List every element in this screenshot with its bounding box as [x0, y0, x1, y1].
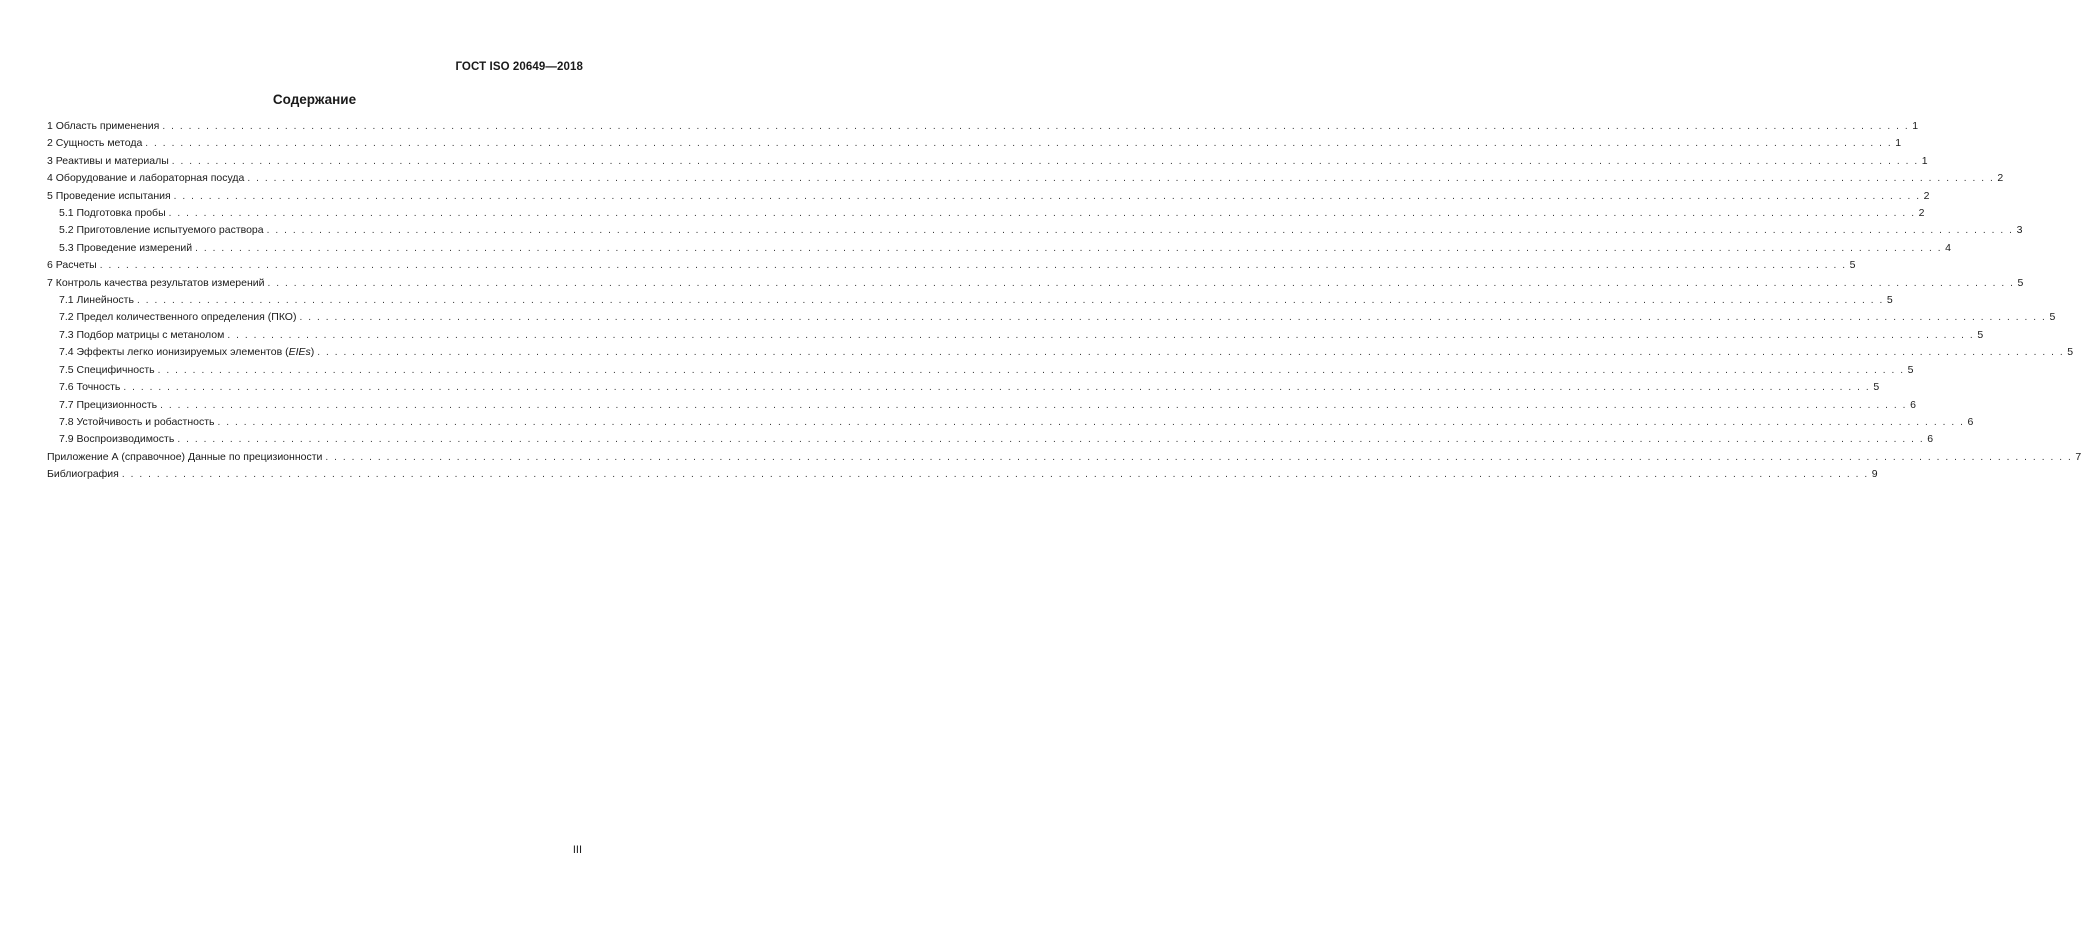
toc-entry[interactable] [47, 414, 1974, 431]
toc-entry-text: 7.7 Прецизионность [59, 398, 158, 411]
toc-entry-label [47, 170, 247, 186]
toc-dot-leader: . . . . . . . . . . . . . . . . . . . . . . . . . . . . . . . . . . . . . . . . . . . . . . . . . . . . . . . . . . . . . . . . . . . . . . . . . . . . . . . . . . . . . . . . . . . . . . . . . . . . . . . . . . . . . . . . . . . . . . . . . . . . . . . . . . . . . . . . . . . . . . . . . . . . . . . . . . . . . . . . . . . . . . . . . . . . . . . . . . . . . . . . . . . . . . . . . . . . . . . . [157, 364, 1905, 376]
toc-title: Содержание [272, 92, 357, 107]
toc-entry-label [59, 344, 317, 360]
toc-entry-label [59, 205, 169, 221]
toc-entry-label [59, 431, 177, 447]
toc-entry-label [47, 466, 122, 482]
toc-entry-text: 7.4 Эффекты легко ионизируемых элементов ( [59, 346, 289, 359]
toc-entry-label [59, 327, 227, 343]
toc-entry-page: 6 [1967, 415, 1974, 428]
toc-entry-page: 5 [1873, 381, 1880, 394]
toc-entry-page: 9 [1871, 468, 1878, 481]
toc-entry-page: 6 [1910, 398, 1916, 411]
toc-entry-text: 5.3 Проведение измерений [59, 241, 193, 254]
toc-entry-label [47, 188, 174, 204]
toc-entry-page: 5 [2049, 311, 2056, 324]
toc-entry-text: 3 Реактивы и материалы [47, 154, 169, 167]
toc-entry-label [59, 222, 267, 238]
toc-entry-page: 5 [2017, 276, 2024, 289]
toc-dot-leader: . . . . . . . . . . . . . . . . . . . . . . . . . . . . . . . . . . . . . . . . . . . . . . . . . . . . . . . . . . . . . . . . . . . . . . . . . . . . . . . . . . . . . . . . . . . . . . . . . . . . . . . . . . . . . . . . . . . . . . . . . . . . . . . . . . . . . . . . . . . . . . . . . . . . . . . . . . . . . . . . . . . . . . . . . . . . . . . . . . . . . . . . . . . . . . . . . . . . . . . . [325, 451, 2073, 463]
toc-dot-leader: . . . . . . . . . . . . . . . . . . . . . . . . . . . . . . . . . . . . . . . . . . . . . . . . . . . . . . . . . . . . . . . . . . . . . . . . . . . . . . . . . . . . . . . . . . . . . . . . . . . . . . . . . . . . . . . . . . . . . . . . . . . . . . . . . . . . . . . . . . . . . . . . . . . . . . . . . . . . . . . . . . . . . . . . . . . . . . . . . . . . . . . . . . . . . . . . . . . . . . . . [171, 155, 1919, 167]
toc-dot-leader: . . . . . . . . . . . . . . . . . . . . . . . . . . . . . . . . . . . . . . . . . . . . . . . . . . . . . . . . . . . . . . . . . . . . . . . . . . . . . . . . . . . . . . . . . . . . . . . . . . . . . . . . . . . . . . . . . . . . . . . . . . . . . . . . . . . . . . . . . . . . . . . . . . . . . . . . . . . . . . . . . . . . . . . . . . . . . . . . . . . . . . . . . . . . . . . . . . . . . . . . [123, 382, 1871, 394]
document-code: ГОСТ ISO 20649—2018 [455, 61, 583, 73]
page-number: III [572, 844, 582, 856]
toc-dot-leader: . . . . . . . . . . . . . . . . . . . . . . . . . . . . . . . . . . . . . . . . . . . . . . . . . . . . . . . . . . . . . . . . . . . . . . . . . . . . . . . . . . . . . . . . . . . . . . . . . . . . . . . . . . . . . . . . . . . . . . . . . . . . . . . . . . . . . . . . . . . . . . . . . . . . . . . . . . . . . . . . . . . . . . . . . . . . . . . . . . . . . . . . . . . . . . . . . . . . . . . . [160, 399, 1908, 411]
toc-entry[interactable] [47, 240, 1951, 257]
toc-entry[interactable] [47, 344, 2074, 361]
toc-entry[interactable] [47, 135, 1902, 152]
toc-entry[interactable] [47, 222, 2023, 239]
toc-entry-text: 7.2 Предел количественного определения (ПКО) [59, 311, 297, 324]
toc-entry-text: 7.6 Точность [59, 381, 121, 394]
toc-entry-page: 3 [2016, 224, 2023, 237]
toc-entry[interactable] [47, 309, 2056, 326]
toc-entry-page: 5 [1907, 363, 1914, 376]
toc-entry-label [59, 309, 299, 325]
toc-entry-text: 7.1 Линейность [59, 294, 134, 307]
toc-entry-text: 5 Проведение испытания [47, 189, 171, 202]
toc-dot-leader: . . . . . . . . . . . . . . . . . . . . . . . . . . . . . . . . . . . . . . . . . . . . . . . . . . . . . . . . . . . . . . . . . . . . . . . . . . . . . . . . . . . . . . . . . . . . . . . . . . . . . . . . . . . . . . . . . . . . . . . . . . . . . . . . . . . . . . . . . . . . . . . . . . . . . . . . . . . . . . . . . . . . . . . . . . . . . . . . . . . . . . . . . . . . . . . . . . . . . . . . [299, 312, 2047, 324]
toc-entry[interactable] [47, 118, 1919, 135]
toc-entry-page: 5 [1849, 259, 1856, 272]
table-of-contents [47, 118, 2081, 484]
toc-entry-text: 1 Область применения [47, 120, 160, 132]
toc-entry[interactable] [47, 449, 2081, 466]
toc-entry[interactable] [47, 292, 1893, 309]
toc-dot-leader: . . . . . . . . . . . . . . . . . . . . . . . . . . . . . . . . . . . . . . . . . . . . . . . . . . . . . . . . . . . . . . . . . . . . . . . . . . . . . . . . . . . . . . . . . . . . . . . . . . . . . . . . . . . . . . . . . . . . . . . . . . . . . . . . . . . . . . . . . . . . . . . . . . . . . . . . . . . . . . . . . . . . . . . . . . . . . . . . . . . . . . . . . . . . . . . . . . . . . . . . [266, 225, 2014, 237]
toc-entry-page: 2 [1923, 189, 1930, 202]
toc-entry-label [59, 240, 195, 256]
toc-dot-leader: . . . . . . . . . . . . . . . . . . . . . . . . . . . . . . . . . . . . . . . . . . . . . . . . . . . . . . . . . . . . . . . . . . . . . . . . . . . . . . . . . . . . . . . . . . . . . . . . . . . . . . . . . . . . . . . . . . . . . . . . . . . . . . . . . . . . . . . . . . . . . . . . . . . . . . . . . . . . . . . . . . . . . . . . . . . . . . . . . . . . . . . . . . . . . . . . . . . . . . . . [227, 329, 1975, 341]
toc-entry-text: 2 Сущность метода [47, 137, 143, 150]
toc-dot-leader: . . . . . . . . . . . . . . . . . . . . . . . . . . . . . . . . . . . . . . . . . . . . . . . . . . . . . . . . . . . . . . . . . . . . . . . . . . . . . . . . . . . . . . . . . . . . . . . . . . . . . . . . . . . . . . . . . . . . . . . . . . . . . . . . . . . . . . . . . . . . . . . . . . . . . . . . . . . . . . . . . . . . . . . . . . . . . . . . . . . . . . . . . . . . . . . . . . . . . . . . [177, 434, 1925, 446]
toc-entry-label [59, 362, 158, 378]
toc-entry-page: 1 [1912, 120, 1919, 132]
toc-entry-page: 5 [1977, 328, 1984, 341]
toc-entry-text: 7 Контроль качества результатов измерений [47, 276, 265, 289]
toc-entry-label [47, 257, 100, 273]
toc-entry-label [59, 292, 137, 308]
toc-entry-text: 7.9 Воспроизводимость [59, 433, 175, 446]
toc-entry-text: Приложение А (справочное) Данные по прецизионности [47, 450, 323, 463]
toc-entry[interactable] [47, 397, 1916, 414]
toc-entry[interactable] [47, 431, 1934, 448]
toc-entry-label [59, 414, 218, 430]
toc-entry-page: 6 [1927, 433, 1934, 446]
toc-entry[interactable] [47, 205, 1925, 222]
toc-dot-leader: . . . . . . . . . . . . . . . . . . . . . . . . . . . . . . . . . . . . . . . . . . . . . . . . . . . . . . . . . . . . . . . . . . . . . . . . . . . . . . . . . . . . . . . . . . . . . . . . . . . . . . . . . . . . . . . . . . . . . . . . . . . . . . . . . . . . . . . . . . . . . . . . . . . . . . . . . . . . . . . . . . . . . . . . . . . . . . . . . . . . . . . . . . . . . . . . . . . . . . . . [317, 347, 2065, 359]
toc-entry-text: Библиография [47, 468, 119, 481]
toc-entry[interactable] [47, 327, 1984, 344]
toc-entry[interactable] [47, 466, 1878, 483]
toc-entry-label [47, 153, 172, 169]
toc-entry[interactable] [47, 257, 1856, 274]
toc-entry-page: 2 [1918, 207, 1925, 220]
toc-dot-leader: . . . . . . . . . . . . . . . . . . . . . . . . . . . . . . . . . . . . . . . . . . . . . . . . . . . . . . . . . . . . . . . . . . . . . . . . . . . . . . . . . . . . . . . . . . . . . . . . . . . . . . . . . . . . . . . . . . . . . . . . . . . . . . . . . . . . . . . . . . . . . . . . . . . . . . . . . . . . . . . . . . . . . . . . . . . . . . . . . . . . . . . . . . . . . . . . . . . . . . . . [168, 208, 1916, 220]
toc-dot-leader: . . . . . . . . . . . . . . . . . . . . . . . . . . . . . . . . . . . . . . . . . . . . . . . . . . . . . . . . . . . . . . . . . . . . . . . . . . . . . . . . . . . . . . . . . . . . . . . . . . . . . . . . . . . . . . . . . . . . . . . . . . . . . . . . . . . . . . . . . . . . . . . . . . . . . . . . . . . . . . . . . . . . . . . . . . . . . . . . . . . . . . . . . . . . . . . . . . . . . . . . [247, 173, 1995, 185]
toc-entry-page: 5 [1886, 294, 1893, 307]
toc-entry[interactable] [47, 362, 1914, 379]
toc-entry-text: 7.3 Подбор матрицы с метанолом [59, 328, 225, 341]
toc-entry-text: 4 Оборудование и лабораторная посуда [47, 172, 245, 185]
toc-entry-text: 7.5 Специфичность [59, 363, 155, 376]
toc-entry-page: 5 [2067, 346, 2074, 359]
toc-entry[interactable] [47, 379, 1880, 396]
toc-entry[interactable] [47, 153, 1928, 170]
toc-entry[interactable] [47, 188, 1930, 205]
toc-entry-label [47, 275, 268, 291]
toc-entry-page: 1 [1895, 137, 1902, 150]
toc-entry-page: 2 [1997, 172, 2004, 185]
toc-dot-leader: . . . . . . . . . . . . . . . . . . . . . . . . . . . . . . . . . . . . . . . . . . . . . . . . . . . . . . . . . . . . . . . . . . . . . . . . . . . . . . . . . . . . . . . . . . . . . . . . . . . . . . . . . . . . . . . . . . . . . . . . . . . . . . . . . . . . . . . . . . . . . . . . . . . . . . . . . . . . . . . . . . . . . . . . . . . . . . . . . . . . . . . . . . . . . . . . . . . . . . . . [217, 416, 1965, 428]
toc-dot-leader: . . . . . . . . . . . . . . . . . . . . . . . . . . . . . . . . . . . . . . . . . . . . . . . . . . . . . . . . . . . . . . . . . . . . . . . . . . . . . . . . . . . . . . . . . . . . . . . . . . . . . . . . . . . . . . . . . . . . . . . . . . . . . . . . . . . . . . . . . . . . . . . . . . . . . . . . . . . . . . . . . . . . . . . . . . . . . . . . . . . . . . . . . . . . . . . . . . . . . . . . [99, 260, 1847, 272]
toc-entry-text: 5.1 Подготовка пробы [59, 207, 166, 220]
toc-entry-label [47, 118, 162, 134]
toc-dot-leader: . . . . . . . . . . . . . . . . . . . . . . . . . . . . . . . . . . . . . . . . . . . . . . . . . . . . . . . . . . . . . . . . . . . . . . . . . . . . . . . . . . . . . . . . . . . . . . . . . . . . . . . . . . . . . . . . . . . . . . . . . . . . . . . . . . . . . . . . . . . . . . . . . . . . . . . . . . . . . . . . . . . . . . . . . . . . . . . . . . . . . . . . . . . . . . . . . . . . . . . . [162, 121, 1910, 132]
toc-dot-leader: . . . . . . . . . . . . . . . . . . . . . . . . . . . . . . . . . . . . . . . . . . . . . . . . . . . . . . . . . . . . . . . . . . . . . . . . . . . . . . . . . . . . . . . . . . . . . . . . . . . . . . . . . . . . . . . . . . . . . . . . . . . . . . . . . . . . . . . . . . . . . . . . . . . . . . . . . . . . . . . . . . . . . . . . . . . . . . . . . . . . . . . . . . . . . . . . . . . . . . . . [173, 190, 1921, 202]
toc-entry-text-suffix: ) [310, 346, 315, 359]
toc-entry-page: 1 [1921, 154, 1928, 167]
toc-entry-label [47, 135, 145, 151]
toc-entry-text: 7.8 Устойчивость и робастность [59, 415, 215, 428]
toc-entry-label [59, 397, 160, 413]
toc-dot-leader: . . . . . . . . . . . . . . . . . . . . . . . . . . . . . . . . . . . . . . . . . . . . . . . . . . . . . . . . . . . . . . . . . . . . . . . . . . . . . . . . . . . . . . . . . . . . . . . . . . . . . . . . . . . . . . . . . . . . . . . . . . . . . . . . . . . . . . . . . . . . . . . . . . . . . . . . . . . . . . . . . . . . . . . . . . . . . . . . . . . . . . . . . . . . . . . . . . . . . . . . [121, 469, 1869, 481]
toc-entry-label [59, 379, 123, 395]
toc-dot-leader: . . . . . . . . . . . . . . . . . . . . . . . . . . . . . . . . . . . . . . . . . . . . . . . . . . . . . . . . . . . . . . . . . . . . . . . . . . . . . . . . . . . . . . . . . . . . . . . . . . . . . . . . . . . . . . . . . . . . . . . . . . . . . . . . . . . . . . . . . . . . . . . . . . . . . . . . . . . . . . . . . . . . . . . . . . . . . . . . . . . . . . . . . . . . . . . . . . . . . . . . [267, 277, 2015, 289]
toc-entry-label [47, 449, 325, 465]
toc-entry-page: 7 [2075, 450, 2081, 463]
toc-entry-italic-text: EIEs [288, 346, 311, 359]
toc-entry-text: 6 Расчеты [47, 259, 97, 272]
toc-entry[interactable] [47, 170, 2004, 187]
toc-entry-text: 5.2 Приготовление испытуемого раствора [59, 224, 264, 237]
toc-entry[interactable] [47, 275, 2024, 292]
toc-dot-leader: . . . . . . . . . . . . . . . . . . . . . . . . . . . . . . . . . . . . . . . . . . . . . . . . . . . . . . . . . . . . . . . . . . . . . . . . . . . . . . . . . . . . . . . . . . . . . . . . . . . . . . . . . . . . . . . . . . . . . . . . . . . . . . . . . . . . . . . . . . . . . . . . . . . . . . . . . . . . . . . . . . . . . . . . . . . . . . . . . . . . . . . . . . . . . . . . . . . . . . . . [195, 242, 1943, 254]
toc-entry-page: 4 [1945, 241, 1951, 254]
toc-dot-leader: . . . . . . . . . . . . . . . . . . . . . . . . . . . . . . . . . . . . . . . . . . . . . . . . . . . . . . . . . . . . . . . . . . . . . . . . . . . . . . . . . . . . . . . . . . . . . . . . . . . . . . . . . . . . . . . . . . . . . . . . . . . . . . . . . . . . . . . . . . . . . . . . . . . . . . . . . . . . . . . . . . . . . . . . . . . . . . . . . . . . . . . . . . . . . . . . . . . . . . . . [136, 295, 1884, 307]
toc-dot-leader: . . . . . . . . . . . . . . . . . . . . . . . . . . . . . . . . . . . . . . . . . . . . . . . . . . . . . . . . . . . . . . . . . . . . . . . . . . . . . . . . . . . . . . . . . . . . . . . . . . . . . . . . . . . . . . . . . . . . . . . . . . . . . . . . . . . . . . . . . . . . . . . . . . . . . . . . . . . . . . . . . . . . . . . . . . . . . . . . . . . . . . . . . . . . . . . . . . . . . . . . [145, 138, 1893, 150]
